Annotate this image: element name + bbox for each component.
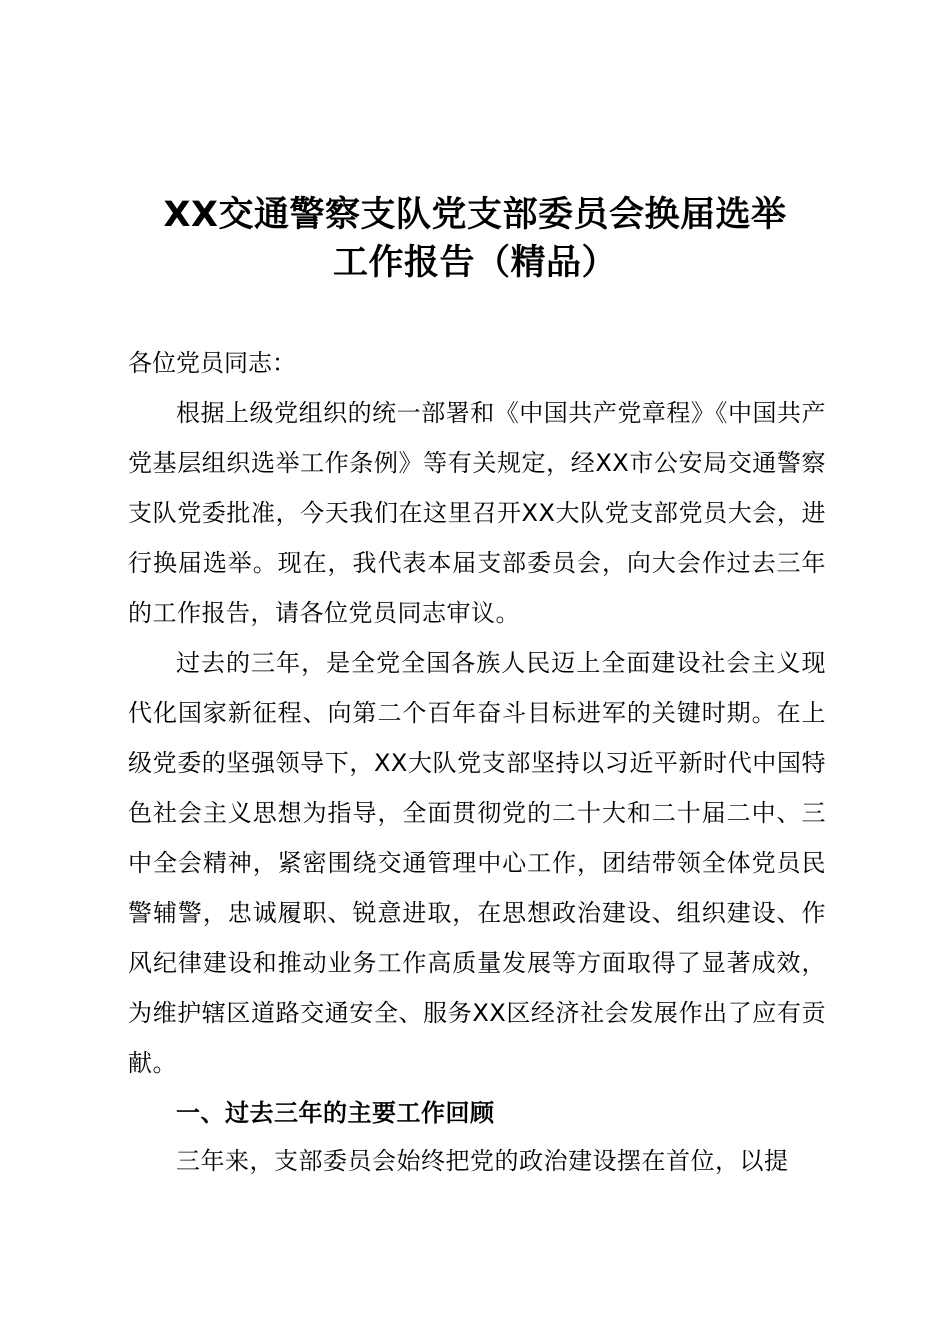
document-title-line1: XX交通警察支队党支部委员会换届选举 xyxy=(163,195,787,235)
paragraph-work-review-start: 三年来，支部委员会始终把党的政治建设摆在首位，以提 xyxy=(176,1147,789,1175)
document-title-line2: 工作报告（精品） xyxy=(332,243,617,283)
section-heading-work-review: 一、过去三年的主要工作回顾 xyxy=(176,1099,495,1127)
salutation: 各位党员同志： xyxy=(128,349,296,377)
paragraph-intro: 根据上级党组织的统一部署和《中国共产党章程》《中国共产党基层组织选举工作条例》等有关规定，经XX市公安局交通警察支队党委批准，今天我们在这里召开XX大队党支部党员大会，进行换届选举。现在，我代表本届支部委员会，向大会作过去三年的工作报告，请各位党员同志审议。 xyxy=(128,399,826,627)
paragraph-overview: 过去的三年，是全党全国各族人民迈上全面建设社会主义现代化国家新征程、向第二个百年奋斗目标进军的关键时期。在上级党委的坚强领导下，XX大队党支部坚持以习近平新时代中国特色社会主义思想为指导，全面贯彻党的二十大和二十届二中、三中全会精神，紧密围绕交通管理中心工作，团结带领全体党员民警辅警，忠诚履职、锐意进取，在思想政治建设、组织建设、作风纪律建设和推动业务工作高质量发展等方面取得了显著成效，为维护辖区道路交通安全、服务XX区经济社会发展作出了应有贡献。 xyxy=(128,649,826,1077)
